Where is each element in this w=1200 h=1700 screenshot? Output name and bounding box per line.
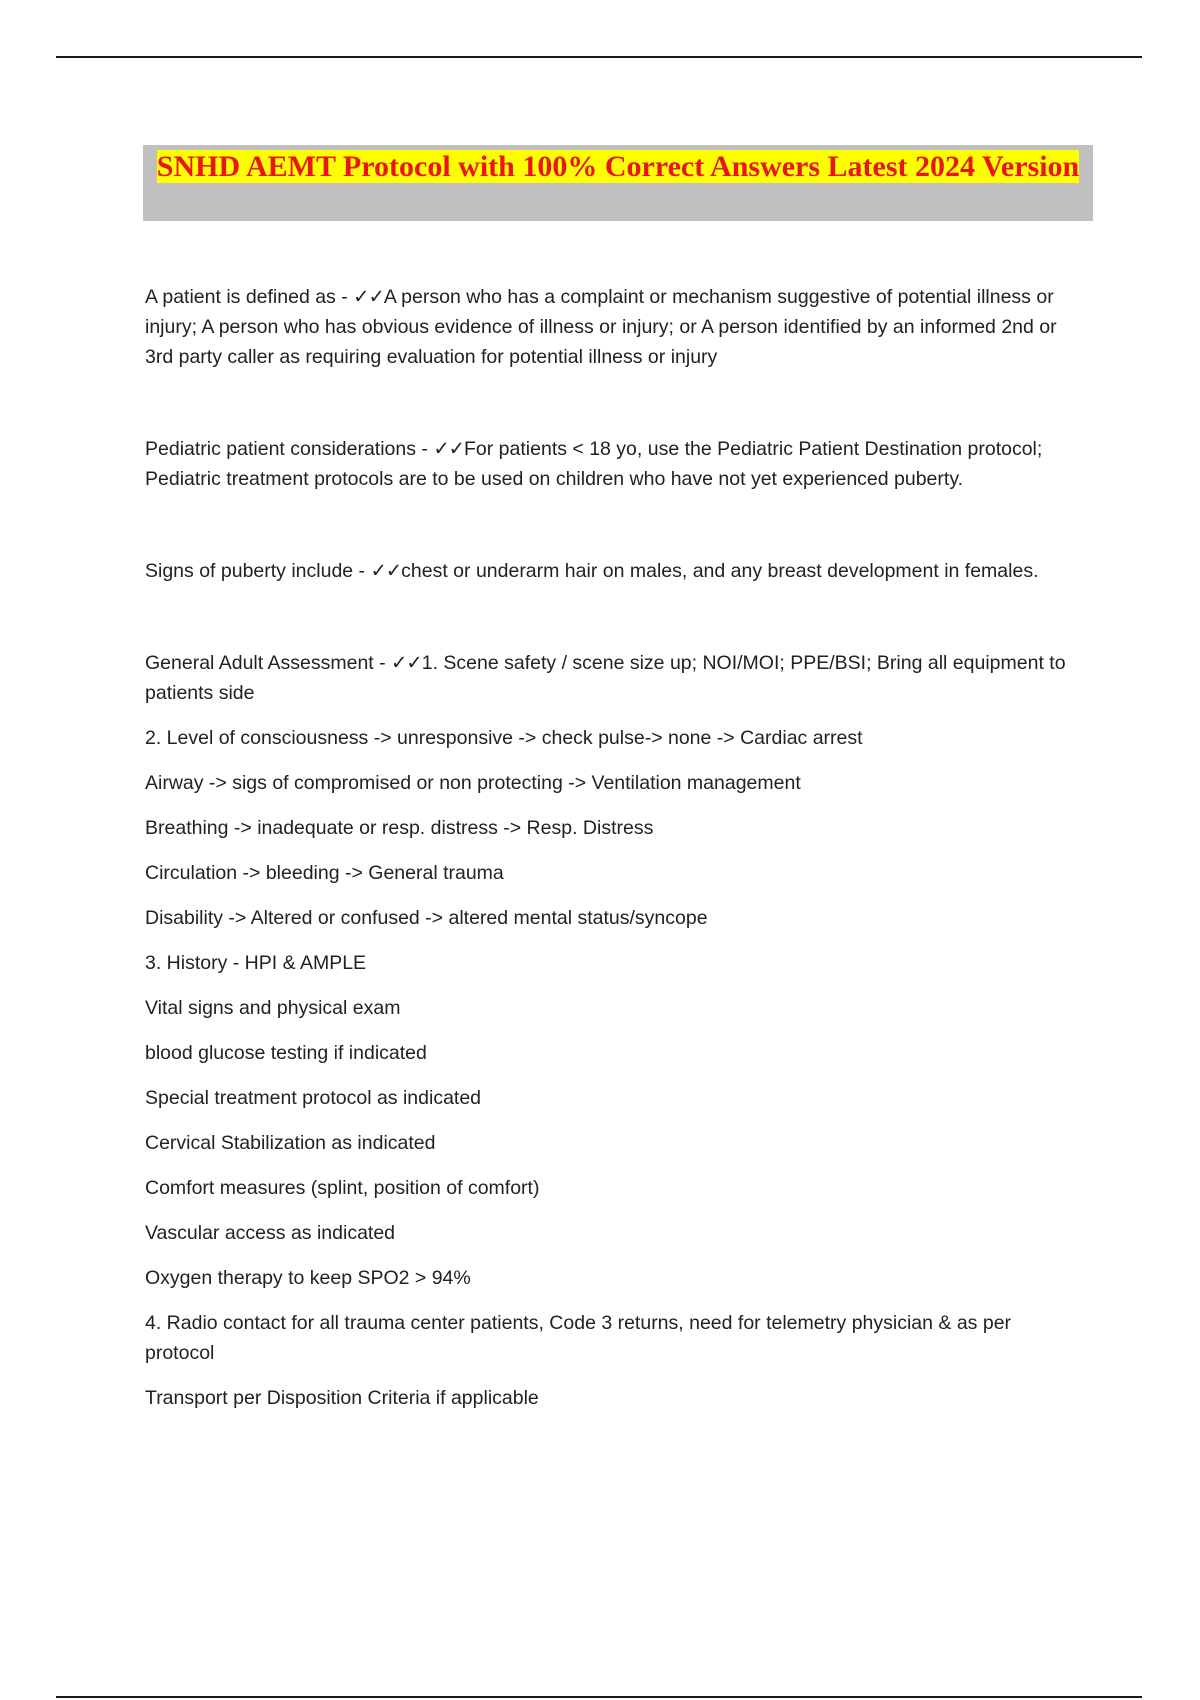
top-rule [56,56,1142,58]
assessment-line: Breathing -> inadequate or resp. distress -> Resp. Distress [145,817,654,839]
assessment-line: 4. Radio contact for all trauma center patients, Code 3 returns, need for telemetry physician & as per protocol [145,1312,1012,1364]
checkmark-icon: ✓✓ [433,438,465,460]
assessment-line: Oxygen therapy to keep SPO2 > 94% [145,1267,471,1289]
question-text: A patient is defined as - [145,286,354,308]
assessment-line: Disability -> Altered or confused -> altered mental status/syncope [145,907,708,929]
question-text: General Adult Assessment - [145,652,392,674]
document-title: SNHD AEMT Protocol with 100% Correct Answers Latest 2024 Version [156,150,1080,183]
document-body [145,282,1085,1413]
question-text: Signs of puberty include - [145,560,371,582]
qa-item-general-assessment [145,648,1085,708]
assessment-line: 3. History - HPI & AMPLE [145,952,367,974]
assessment-line: Transport per Disposition Criteria if applicable [145,1387,539,1409]
title-banner [143,145,1093,221]
checkmark-icon: ✓✓ [391,652,422,674]
question-text: Pediatric patient considerations - [145,438,434,460]
answer-text: For patients < 18 yo, use the Pediatric Patient Destination protocol; Pediatric treatment protocols are to be used on children who have not yet experienced puberty. [145,438,1043,490]
answer-text: chest or underarm hair on males, and any breast development in females. [401,560,1039,582]
qa-item-puberty [145,556,1085,586]
checkmark-icon: ✓✓ [353,286,384,308]
assessment-line: Comfort measures (splint, position of comfort) [145,1177,540,1199]
checkmark-icon: ✓✓ [370,560,402,582]
bottom-rule [56,1696,1142,1698]
assessment-line: 2. Level of consciousness -> unresponsive -> check pulse-> none -> Cardiac arrest [145,727,863,749]
assessment-line: Airway -> sigs of compromised or non protecting -> Ventilation management [145,772,801,794]
assessment-line: Vascular access as indicated [145,1222,396,1244]
assessment-line: blood glucose testing if indicated [145,1042,427,1064]
assessment-line: Circulation -> bleeding -> General trauma [145,862,504,884]
qa-item-pediatric [145,434,1085,494]
qa-item-patient-definition [145,282,1085,372]
assessment-line: Vital signs and physical exam [145,997,401,1019]
answer-text: 1. Scene safety / scene size up; NOI/MOI; PPE/BSI; Bring all equipment to patients side [145,652,1066,704]
assessment-line: Cervical Stabilization as indicated [145,1132,436,1154]
assessment-line: Special treatment protocol as indicated [145,1087,482,1109]
answer-text: A person who has a complaint or mechanism suggestive of potential illness or injury; A person who has obvious evidence of illness or injury; or A person identified by an informed 2nd or 3rd party caller as requiring evaluation for potential illness or injury [145,286,1057,368]
